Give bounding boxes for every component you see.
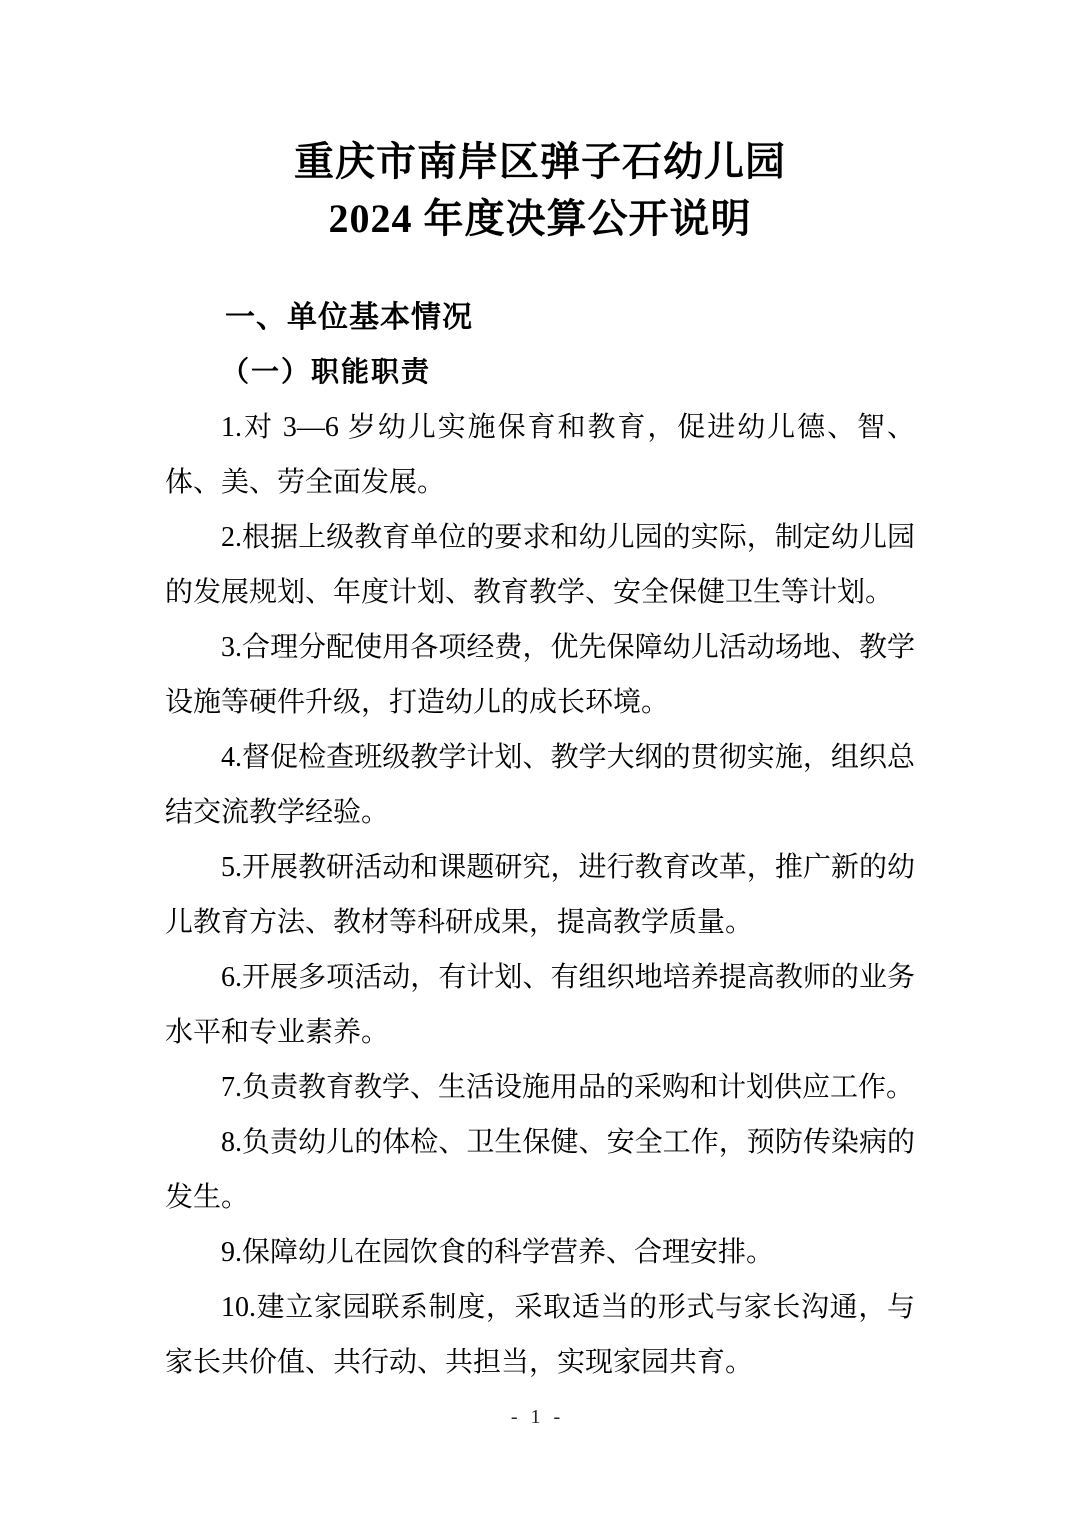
subsection-heading-duties: （一）职能职责 [221,357,432,388]
paragraph-2: 2.根据上级教育单位的要求和幼儿园的实际，制定幼儿园的发展规划、年度计划、教育教学、安全保健卫生等计划。 [165,522,915,608]
paragraph-10: 10.建立家园联系制度，采取适当的形式与家长沟通，与家长共价值、共行动、共担当，实现家园共育。 [165,1292,915,1378]
document-content [165,0,915,1390]
page-number: - 1 - [510,1406,565,1428]
paragraph-9: 9.保障幼儿在园饮食的科学营养、合理安排。 [221,1237,775,1268]
paragraph-7: 7.负责教育教学、生活设施用品的采购和计划供应工作。 [221,1072,915,1103]
paragraph-8: 8.负责幼儿的体检、卫生保健、安全工作，预防传染病的发生。 [165,1127,915,1213]
paragraph-5: 5.开展教研活动和课题研究，进行教育改革，推广新的幼儿教育方法、教材等科研成果，提高教学质量。 [165,852,915,938]
paragraph-6: 6.开展多项活动，有计划、有组织地培养提高教师的业务水平和专业素养。 [165,962,915,1048]
section-heading-unit-basic-info: 一、单位基本情况 [225,301,473,334]
paragraph-3: 3.合理分配使用各项经费，优先保障幼儿活动场地、教学设施等硬件升级，打造幼儿的成长环境。 [165,632,915,718]
paragraph-4: 4.督促检查班级教学计划、教学大纲的贯彻实施，组织总结交流教学经验。 [165,742,915,828]
title-line-1: 重庆市南岸区弹子石幼儿园 [294,139,786,184]
paragraph-1: 1.对 3—6 岁幼儿实施保育和教育，促进幼儿德、智、体、美、劳全面发展。 [165,412,915,498]
document-title [165,133,915,247]
title-line-2: 2024 年度决算公开说明 [328,196,752,241]
